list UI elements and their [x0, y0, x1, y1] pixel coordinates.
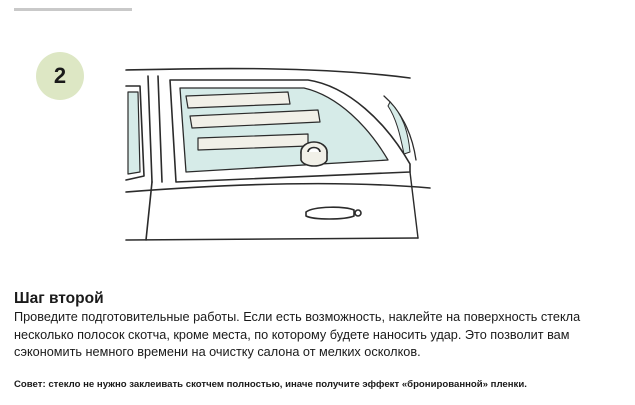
car-window-tape-illustration — [118, 56, 438, 248]
tape-roll-icon — [301, 142, 327, 166]
car-roof-line — [126, 68, 410, 78]
b-pillar — [148, 76, 162, 182]
door-lock — [355, 210, 361, 216]
step-number: 2 — [53, 63, 67, 88]
top-divider — [14, 8, 132, 11]
step-number-badge — [36, 52, 84, 100]
rear-window-glass — [128, 92, 140, 174]
step-heading: Шаг второй — [14, 290, 104, 307]
step-description: Проведите подготовительные работы. Если есть возможность, наклейте на поверхность стекла несколько полосок скотча, кроме места, по которому будете наносить удар. Это позволит вам сэкономить немного времени на очистку салона от мелких осколков. — [14, 310, 581, 359]
door-handle — [306, 207, 354, 219]
step-tip: Совет: стекло не нужно заклеивать скотчем полностью, иначе получите эффект «бронированной» пленки. — [14, 379, 527, 390]
door-belt-line — [126, 184, 430, 192]
door-lower-line — [126, 238, 418, 240]
front-door-edge — [410, 172, 418, 238]
